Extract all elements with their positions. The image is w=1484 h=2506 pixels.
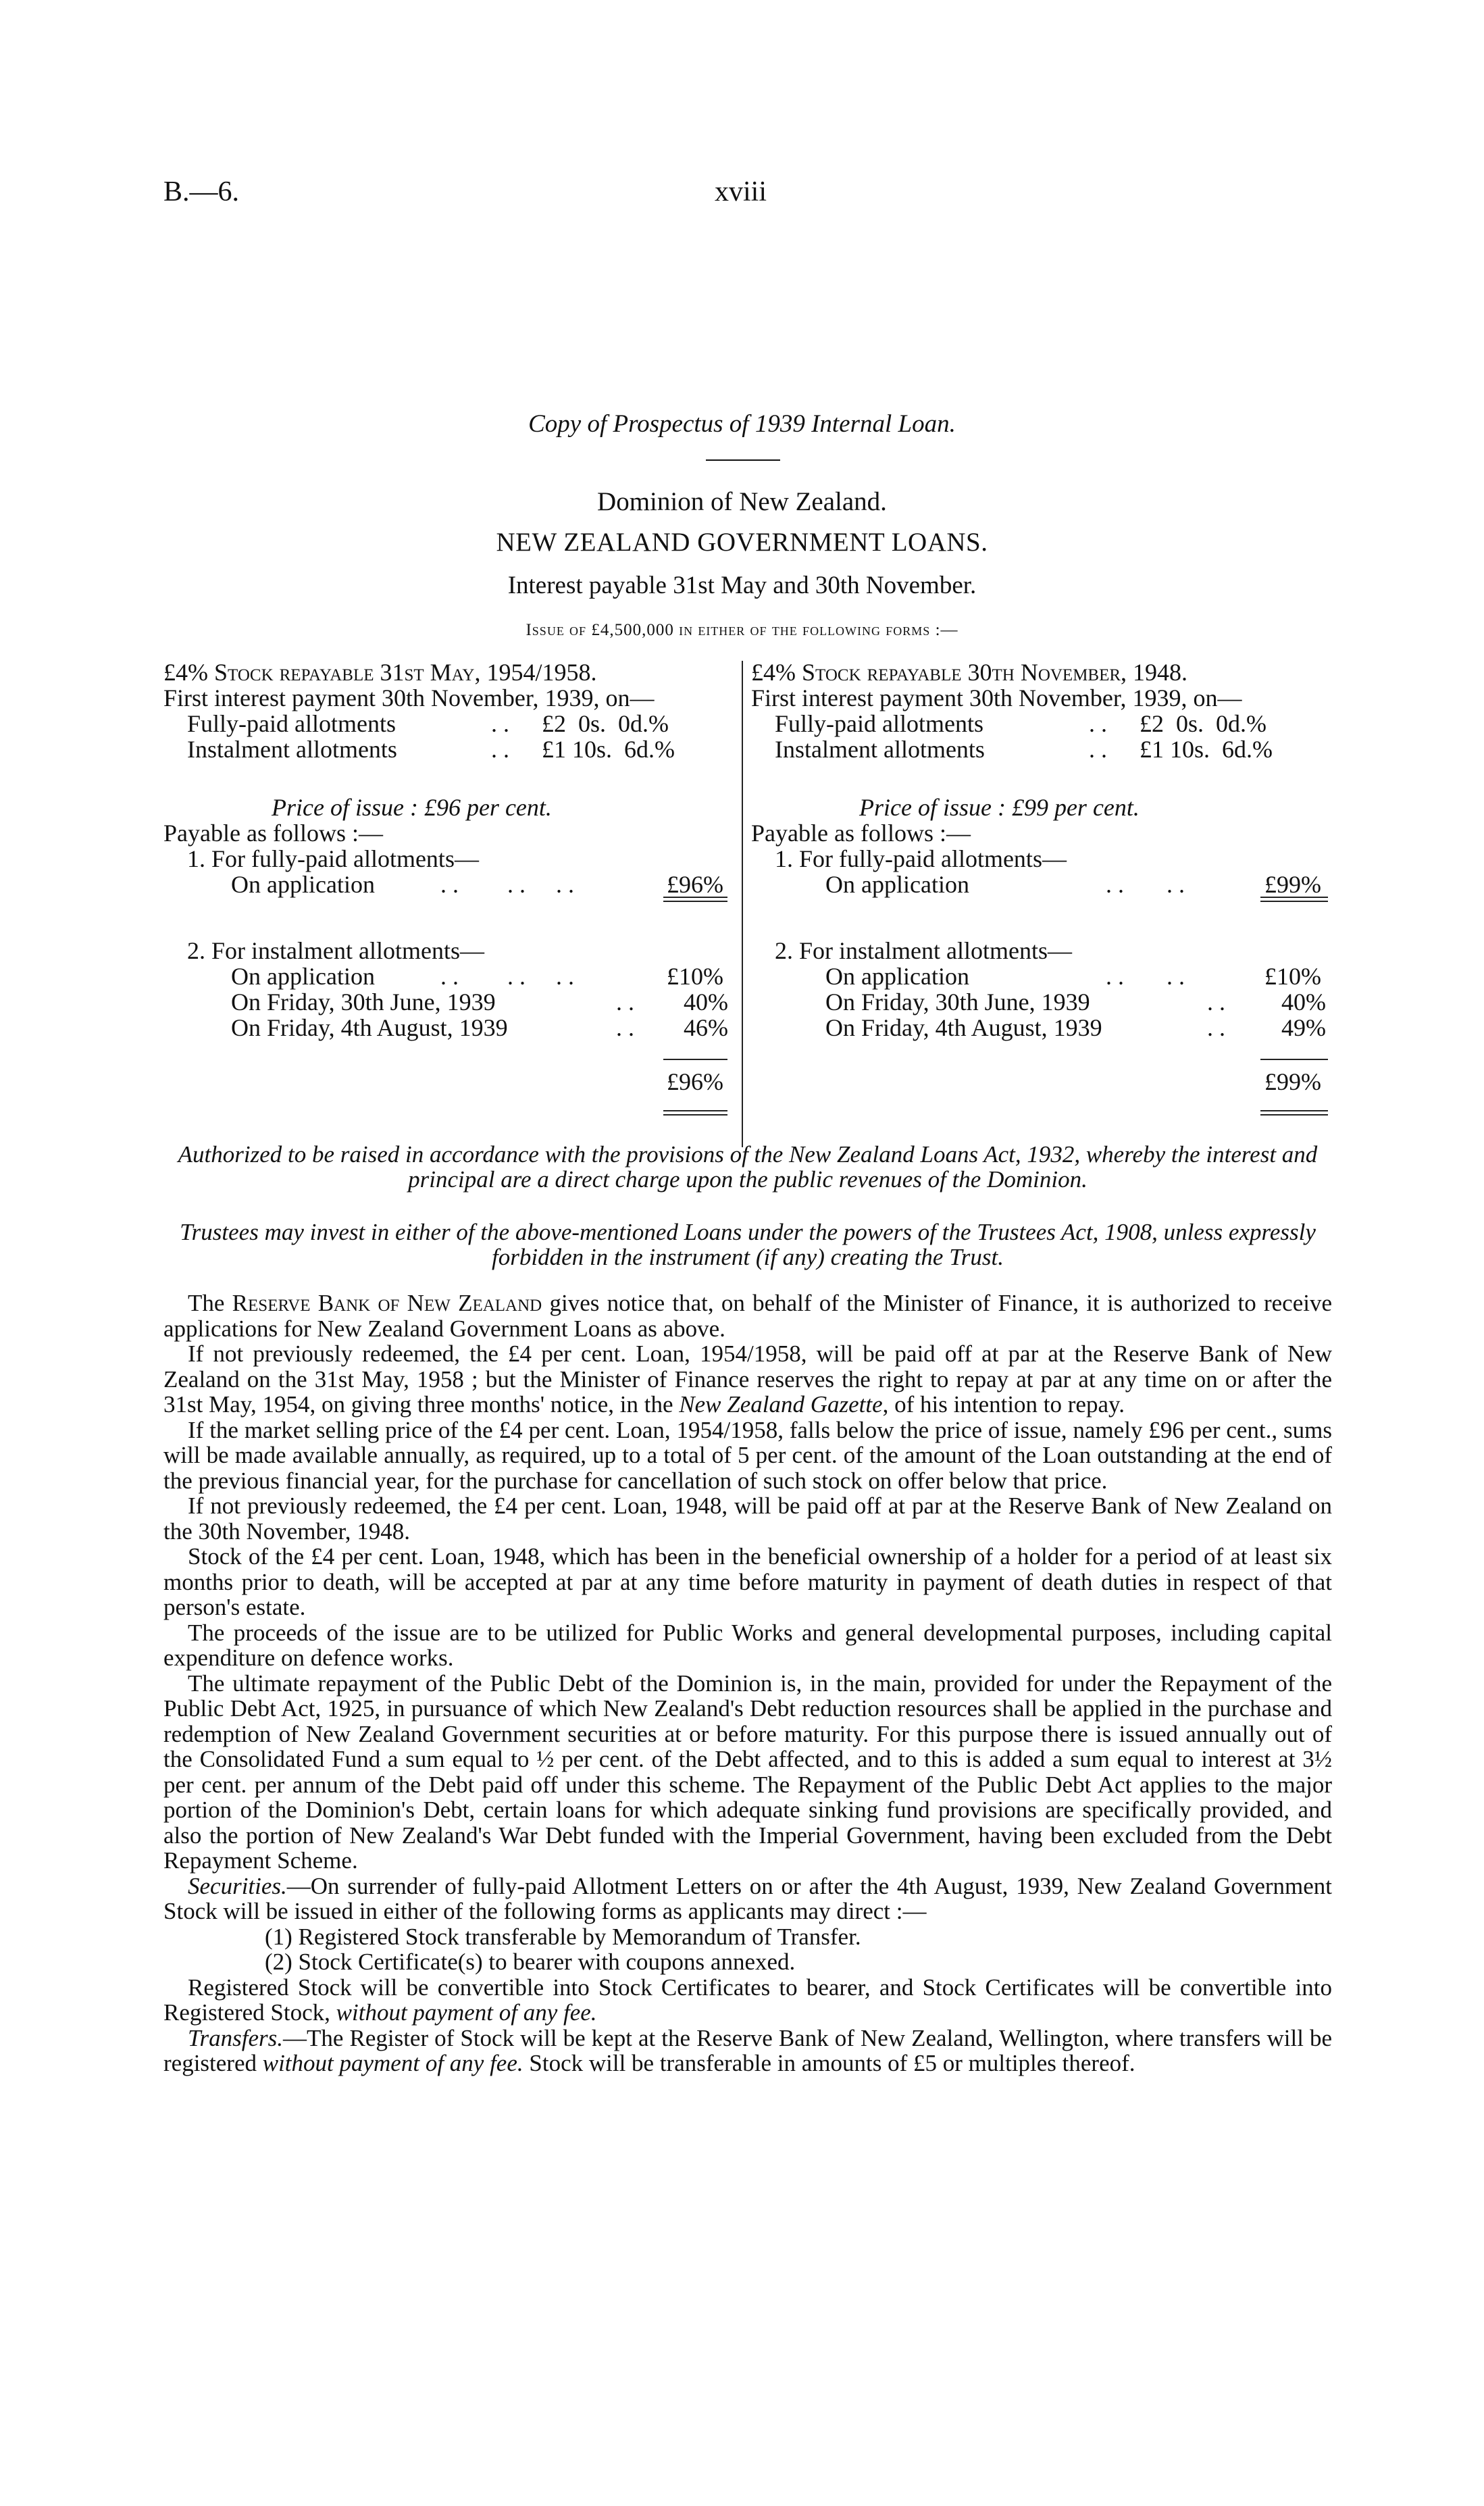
page-number: xviii — [715, 176, 767, 207]
title-rule — [706, 459, 780, 461]
right-on-application: On application — [825, 871, 969, 898]
left-payable: Payable as follows :— — [163, 820, 383, 847]
right-fp-rule-2 — [1260, 901, 1328, 902]
paragraph-reserve-bank: The Reserve Bank of New Zealand gives notice that, on behalf of the Minister of Finance, it is authorized to receive applications for New Zealand Government Loans as above. — [163, 1290, 1332, 1342]
right-inst-subtotal-rule — [1260, 1059, 1328, 1060]
issue-amount: Issue of £4,500,000 — [526, 621, 680, 639]
paragraph-market-price: If the market selling price of the £4 per cent. Loan, 1954/1958, falls below the price of issue, namely £96 per cent., sums will be made available annually, as required, up to a total of 5 per cent. of the amount of the Loan outstanding at the end of the previous financial year, for the purchase for cancellation of such stock on offer below that price. — [163, 1416, 1332, 1494]
right-item1: 1. For fully-paid allotments— — [775, 845, 1067, 872]
right-inst-aug-val: 49% — [1281, 1014, 1326, 1041]
heading-dominion: Dominion of New Zealand. — [597, 487, 887, 516]
paragraph-death-duties: Stock of the £4 per cent. Loan, 1948, which has been in the beneficial ownership of a holder for a period of at least six months prior to death, will be accepted at par at any time before maturity in payment of death duties in respect of that person's estate. — [163, 1543, 1332, 1620]
left-dots: . . — [491, 736, 509, 763]
trustees-note: Trustees may invest in either of the above-mentioned Loans under the powers of the Trustees Act, 1908, unless expressly forbidden in the instrument (if any) creating the Trust. — [180, 1219, 1316, 1270]
left-dots: . . . . . . — [440, 871, 574, 898]
right-payable: Payable as follows :— — [751, 820, 971, 847]
left-first-interest: First interest payment 30th November, 1939, on— — [163, 684, 655, 711]
right-heading-text: Stock repayable 30th November, 1948. — [802, 659, 1188, 686]
paragraph-securities: Securities.—On surrender of fully-paid Allotment Letters on or after the 4th August, 1939, New Zealand Government Stock will be issued in either of the following forms as applicants may direct :— — [163, 1872, 1332, 1924]
left-inst-app-val: £10% — [667, 963, 723, 990]
left-heading-amt: £4% — [163, 659, 208, 686]
paragraph-redemption-1954: If not previously redeemed, the £4 per cent. Loan, 1954/1958, will be paid off at par at the Reserve Bank of New Zealand on the 31st May, 1958 ; but the Minister of Finance reserves the right to repay at par at any time on or after the 31st May, 1954, on giving three months' notice, in the New Zealand Gazette, of his intention to repay. — [163, 1340, 1332, 1418]
paragraph-debt-repayment: The ultimate repayment of the Public Debt of the Dominion is, in the main, provided for under the Repayment of the Public Debt Act, 1925, in pursuance of which New Zealand's Debt reduction resources shall be applied in the purchase and redemption of New Zealand Government securities at or before maturity. For this purpose there is issued annually out of the Consolidated Fund a sum equal to ½ per cent. of the Debt affected, and to this is added a sum equal to interest at 3½ per cent. per annum of the Debt paid off under this scheme. The Repayment of the Public Debt Act applies to the major portion of the Dominion's Debt, certain loans for which adequate sinking fund provisions are specifically provided, and also the portion of New Zealand's War Debt funded with the Imperial Government, having been excluded from the Debt Repayment Scheme. — [163, 1670, 1332, 1874]
heading-loans: NEW ZEALAND GOVERNMENT LOANS. — [496, 528, 988, 557]
authorized-note: Authorized to be raised in accordance with the provisions of the New Zealand Loans Act, 1932, whereby the interest and principal are a direct charge upon the public revenues of the Dominion. — [178, 1141, 1318, 1193]
right-instalment-amt: £1 10s. 6d.% — [1140, 736, 1273, 763]
left-heading-text: Stock repayable 31st May, 1954/1958. — [214, 659, 597, 686]
right-inst-aug: On Friday, 4th August, 1939 — [825, 1014, 1102, 1041]
column-divider — [742, 661, 743, 1147]
document-reference: B.—6. — [163, 176, 240, 207]
issue-forms: in either of the following forms :— — [679, 621, 958, 639]
left-inst-total-rule-2 — [663, 1114, 727, 1116]
left-dots: . . — [616, 1014, 634, 1041]
right-fp-total: £99% — [1264, 871, 1321, 898]
right-instalment-label: Instalment allotments — [775, 736, 985, 763]
left-fp-rule — [663, 897, 727, 898]
left-instalment-amt: £1 10s. 6d.% — [542, 736, 675, 763]
right-inst-app-val: £10% — [1264, 963, 1321, 990]
right-inst-total-rule-2 — [1260, 1114, 1328, 1116]
securities-option-2: (2) Stock Certificate(s) to bearer with coupons annexed. — [265, 1949, 796, 1975]
left-fp-rule-2 — [663, 901, 727, 902]
body-text — [163, 1290, 1332, 2076]
paragraph-conversion: Registered Stock will be convertible into Stock Certificates to bearer, and Stock Certificates will be convertible into Registered Stock, without payment of any fee. — [163, 1974, 1332, 2026]
left-heading — [163, 659, 597, 686]
right-inst-app: On application — [825, 963, 969, 990]
right-fp-rule — [1260, 897, 1328, 898]
right-dots: . . . . — [1106, 871, 1185, 898]
right-price: Price of issue : £99 per cent. — [859, 794, 1140, 821]
heading-interest: Interest payable 31st May and 30th November. — [507, 572, 977, 599]
left-item2: 2. For instalment allotments— — [187, 937, 484, 964]
right-dots: . . — [1207, 988, 1225, 1016]
paragraph-redemption-1948: If not previously redeemed, the £4 per cent. Loan, 1948, will be paid off at par at the Reserve Bank of New Zealand on the 30th November, 1948. — [163, 1493, 1332, 1545]
prospectus-title: Copy of Prospectus of 1939 Internal Loan. — [528, 410, 956, 438]
right-dots: . . — [1207, 1014, 1225, 1041]
left-inst-june-val: 40% — [684, 988, 728, 1016]
right-fully-paid-amt: £2 0s. 0d.% — [1140, 710, 1266, 737]
left-fully-paid-amt: £2 0s. 0d.% — [542, 710, 669, 737]
left-inst-aug-val: 46% — [684, 1014, 728, 1041]
right-dots: . . — [1089, 736, 1107, 763]
left-inst-june: On Friday, 30th June, 1939 — [231, 988, 496, 1016]
left-inst-total-rule — [663, 1110, 727, 1111]
right-dots: . . — [1089, 710, 1107, 737]
left-price: Price of issue : £96 per cent. — [272, 794, 552, 821]
left-fully-paid-label: Fully-paid allotments — [187, 710, 396, 737]
left-on-application: On application — [231, 871, 375, 898]
left-dots: . . . . . . — [440, 963, 574, 990]
left-dots: . . — [616, 988, 634, 1016]
left-dots: . . — [491, 710, 509, 737]
issue-line — [0, 616, 1484, 641]
right-first-interest: First interest payment 30th November, 1939, on— — [751, 684, 1242, 711]
paragraph-transfers: Transfers.—The Register of Stock will be kept at the Reserve Bank of New Zealand, Wellington, where transfers will be registered without payment of any fee. Stock will be transferable in amounts of £5 or multiples thereof. — [163, 2024, 1332, 2076]
right-item2: 2. For instalment allotments— — [775, 937, 1072, 964]
right-heading — [751, 659, 1187, 686]
right-heading-amt: £4% — [751, 659, 796, 686]
paragraph-proceeds: The proceeds of the issue are to be utilized for Public Works and general developmental purposes, including capital expenditure on defence works. — [163, 1619, 1332, 1671]
left-item1: 1. For fully-paid allotments— — [187, 845, 479, 872]
right-inst-total: £99% — [1264, 1068, 1321, 1095]
right-fully-paid-label: Fully-paid allotments — [775, 710, 983, 737]
right-inst-total-rule — [1260, 1110, 1328, 1111]
left-inst-subtotal-rule — [663, 1059, 727, 1060]
right-inst-june: On Friday, 30th June, 1939 — [825, 988, 1090, 1016]
left-instalment-label: Instalment allotments — [187, 736, 397, 763]
left-inst-aug: On Friday, 4th August, 1939 — [231, 1014, 508, 1041]
right-inst-june-val: 40% — [1281, 988, 1326, 1016]
left-inst-total: £96% — [667, 1068, 723, 1095]
left-fp-total: £96% — [667, 871, 723, 898]
securities-option-1: (1) Registered Stock transferable by Memorandum of Transfer. — [265, 1923, 861, 1950]
right-dots: . . . . — [1106, 963, 1185, 990]
left-inst-app: On application — [231, 963, 375, 990]
